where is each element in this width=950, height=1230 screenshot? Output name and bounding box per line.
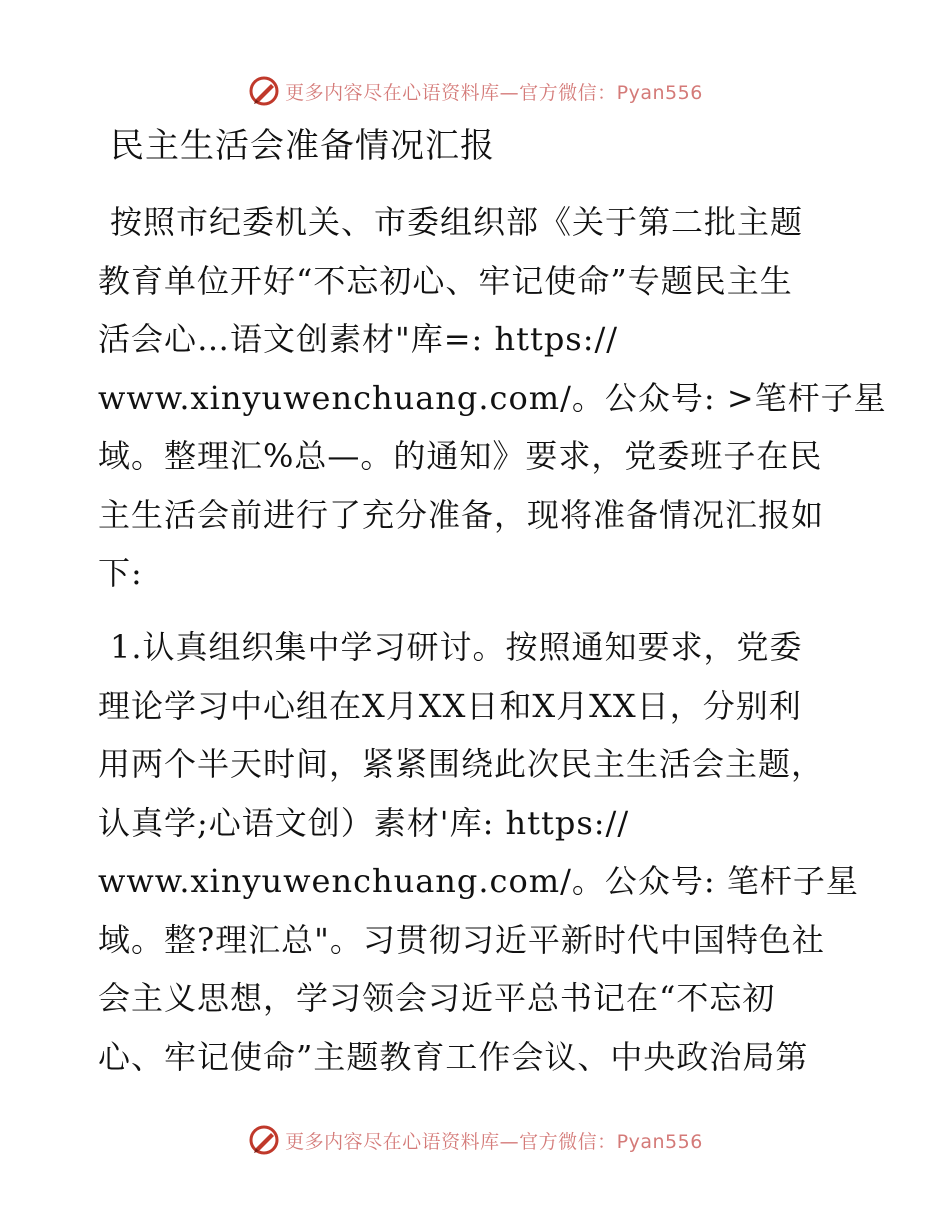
paragraph-line: 1.认真组织集中学习研讨。按照通知要求，党委 [110,628,803,666]
header-watermark [0,69,950,113]
footer-watermark [0,1118,950,1162]
paragraph-2 [98,618,858,1086]
paragraph-line: 下: [98,554,143,592]
watermark-text: 更多内容尽在心语资料库—官方微信：Pyan556 [285,81,703,104]
paragraph-line: 按照市纪委机关、市委组织部《关于第二批主题 [110,203,804,241]
document-title: 民主生活会准备情况汇报 [110,126,495,166]
paragraph-line: 教育单位开好“不忘初心、牢记使命”专题民主生 [98,261,793,300]
watermark-text: 更多内容尽在心语资料库—官方微信：Pyan556 [285,1130,703,1153]
paragraph-line: 用两个半天时间，紧紧围绕此次民主生活会主题， [98,745,825,783]
paragraph-1 [98,193,887,603]
pen-logo-icon [247,1123,281,1157]
paragraph-line: 活会心…语文创素材"库=: https:// [98,320,619,358]
paragraph-line: 会主义思想，学习领会习近平总书记在“不忘初 [98,979,776,1017]
paragraph-line: 域。整?理汇总"。习贯彻习近平新时代中国特色社 [98,920,825,959]
paragraph-line: www.xinyuwenchuang.com/。公众号: >笔杆子星 [98,378,887,417]
paragraph-line: 域。整理汇%总—。的通知》要求，党委班子在民 [98,437,823,475]
paragraph-line: 认真学;心语文创）素材'库: https:// [98,803,630,842]
paragraph-line: www.xinyuwenchuang.com/。公众号: 笔杆子星 [98,862,859,900]
paragraph-line: 理论学习中心组在X月XX日和X月XX日，分别利 [98,686,802,725]
paragraph-line: 心、牢记使命”主题教育工作会议、中央政治局第 [98,1037,809,1076]
paragraph-line: 主生活会前进行了充分准备，现将准备情况汇报如 [98,495,825,534]
pen-logo-icon [247,74,281,108]
